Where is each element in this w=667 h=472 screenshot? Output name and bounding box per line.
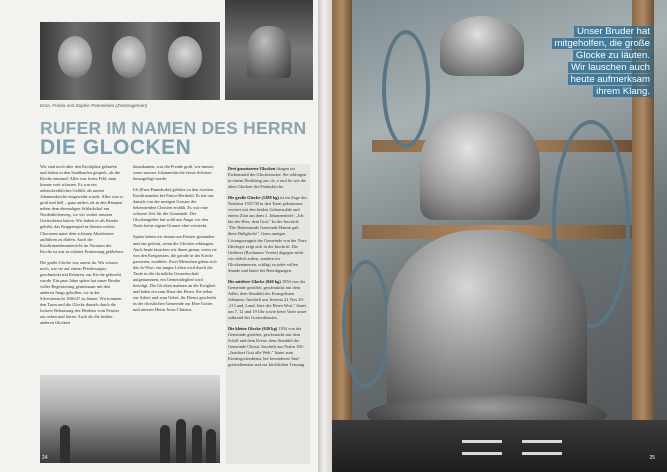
bell-illustration <box>247 26 291 78</box>
paragraph: Ich (Erna Pannekoke) gehörte zu den zweiten Konfirmanden bei Pastor Berthold. Er hat uns damals von der mutigen Grasser der bekennenden Christen erzählt. Es war eine schwere Zeit für die Gemeinde. Der Glockengießer hat wohl aus Angst vor den Nazis keine eigene Grasser eher versteckt. <box>133 187 214 229</box>
text-column-1 <box>40 164 124 374</box>
photo-face <box>112 36 146 78</box>
quote-line: Unser Bruder hat <box>574 26 653 37</box>
photo-person <box>160 425 170 463</box>
headline-line-1: RUFER IM NAMEN DES HERRN <box>40 118 307 138</box>
floor-grate <box>462 440 502 443</box>
info-text: 1954 von der Gemeinde gestiftet, geschmückt mit dem Schiff und dem Kreuz, dem Sinnbild der Gemeinde Christi. Inschrift aus Psalm 100: „Jauchzet Gott alle Welt." läutet zum Kindergottesdienst, bei besonderen Tauf-gottesdiensten und zur kirchlichen Trauung. <box>228 326 306 368</box>
large-bell <box>387 230 587 420</box>
book-gutter <box>318 0 332 472</box>
bell-wheel <box>342 260 390 388</box>
info-paragraph <box>228 326 308 368</box>
photo-person <box>192 425 202 463</box>
photo-face <box>58 36 92 78</box>
belfry-floor <box>332 420 667 472</box>
page-number-right: 25 <box>649 455 655 461</box>
quote-line: mitgeholfen, die große <box>552 38 653 49</box>
floor-grate <box>462 452 502 455</box>
photo-person <box>60 425 70 463</box>
info-text: hängen im Eichenstuhl der Glockenstube. Sie erklingen in einem Dreiklang aus cis, e und fis wie die alten Glocken der Pauluskirche. <box>228 166 307 190</box>
info-paragraph <box>228 166 308 190</box>
photo-person <box>206 429 216 463</box>
floor-grate <box>522 452 562 455</box>
photo-old-bell <box>225 0 313 100</box>
quote-line: ihrem Klang. <box>593 86 653 97</box>
middle-bell <box>420 110 540 220</box>
headline-line-2: DIE GLOCKEN <box>40 136 192 159</box>
info-heading: Drei gusseiserne Glocken <box>228 166 276 171</box>
photo-caption: Erna, Frieda und Sophie Pannekoke (Zeitzeuginnen) <box>40 103 148 108</box>
photo-person <box>176 419 186 463</box>
info-box-bells <box>226 164 310 464</box>
paragraph: Wir sind noch über den Kirchplatz gelaufen und haben in den Sandhaufen gespielt, als die Kirche entstand. Alles war freies Feld, man konnte weit schauen. Es war ein unbeschreibliches Gefühl, als unsere Johanneskirche eingeweiht wurde. Alles war so groß und hell – ganz anders als in den Räumen neben dem ehemaligen Schlachthof am Nordenhöfenweg, wo wir vorher unseren Gottesdienst hatten. Wir haben es als Kinder geliebt, das Krippenspiel in diesem weiten Chorraum unter dem schönen Altarfenster aufführen zu dürfen. Auch der Konfirmandenunterricht im Vorraum der Kirche ist uns in schöner Erinnerung geblieben. <box>40 164 124 254</box>
photo-face <box>168 36 202 78</box>
info-heading: Die kleine Glocke (630 kg) <box>228 326 278 332</box>
bell-wheel <box>382 30 430 148</box>
photo-three-women <box>40 22 220 100</box>
left-page <box>0 0 318 472</box>
info-text: ist im Zuge des Neubaus 1937/38 in den Turm gekommen, versiert mit den beiden Geburtstahle und einem Zitat aus dem 1. Johannesbrief: „Ich bin der Herr, dein Gott." In der Inschrift: "Die Bekennende Gemeinde Hamm gab diese Bußglocke". Ganz mutiges Lösungszeugnis der Gemeinde von der Nazi-Ideologie zeigt sich in der Inschrift. Die Gießerei (Bochumer Verein) dagegen nicht wie üblich außen, sondern im Glockeninneren, schlägt zu jeder vollen Stunde und läutet bei Beerdigungen. <box>228 195 308 273</box>
paragraph: hinzukamen, war die Freude groß, wie immer, wenn unserer Johanneskirche etwas Schönes hinzugefügt wurde. <box>133 164 215 182</box>
floor-grate <box>522 440 562 443</box>
info-paragraph <box>228 195 308 274</box>
paragraph: Die große Glocke war zuerst da. Wir wissen noch, wie sie auf einem Pferdewagen, geschmückt mit Kränzen, zur Kirche gebracht wurde. Ein paar Jahre später hat unser Bruder voller Begeisterung gemeinsam mit den anderen Jungs geholfen, sie in der Silvesternacht 1946/47 zu läuten. Wir konnten den Turm und die Glocke damals durch die lockere Behausung des Herdens vom Fenster aus sehen und hören. Auch als die beiden anderen Glocken <box>40 259 122 326</box>
photo-bell-transport <box>40 375 220 463</box>
paragraph: Später haben wir immer am Fenster gestanden und uns gefreut, wenn die Glocken erklangen. Auch heute lauschen wir ihnen genau, wenn sie von den Ereignissen, die gerade in der Kirche passieren, erzählen: Zwei Menschen geben sich das Ja-Wort, ein junges Leben wird durch die Taufe in die christliche Gemeinschaft aufgenommen, ein Gemeindeglied wird beerdigt. Die Glocken mahnen an die Ewigkeit und laden ein zum Haus des Herrn. Sie teilen zur Arbeit und zum Gebet, ihr Dienst geschieht in der christlichen Gemeinde zur Ehre Gottes und unseres Herrn Jesus Christus. <box>133 234 217 313</box>
pull-quote <box>463 26 653 98</box>
text-column-2 <box>133 164 217 374</box>
quote-line: Glocke zu läuten. <box>573 50 653 61</box>
page-number-left: 24 <box>42 455 48 461</box>
info-paragraph <box>228 279 308 321</box>
quote-line: heute aufmerksam <box>568 74 653 85</box>
right-page-bell-photo <box>332 0 667 472</box>
info-heading: Die große Glocke (1288 kg) <box>228 195 279 201</box>
info-heading: Die mittlere Glocke (940 kg) <box>228 278 281 284</box>
quote-line: Wir lauschen auch <box>568 62 653 73</box>
info-text: 1954 von der Gemeinde gestiftet, geschmückt mit dem Adler, dem Sinnbild des Evangelisten Johannes. Inschrift aus Jeremia 22 Vers 29: „O Land, Land, höre des Herrn Wort." läutet um 7, 12 und 19 Uhr sowie beim Vater unser während des Gottesdienstes. <box>228 278 307 321</box>
